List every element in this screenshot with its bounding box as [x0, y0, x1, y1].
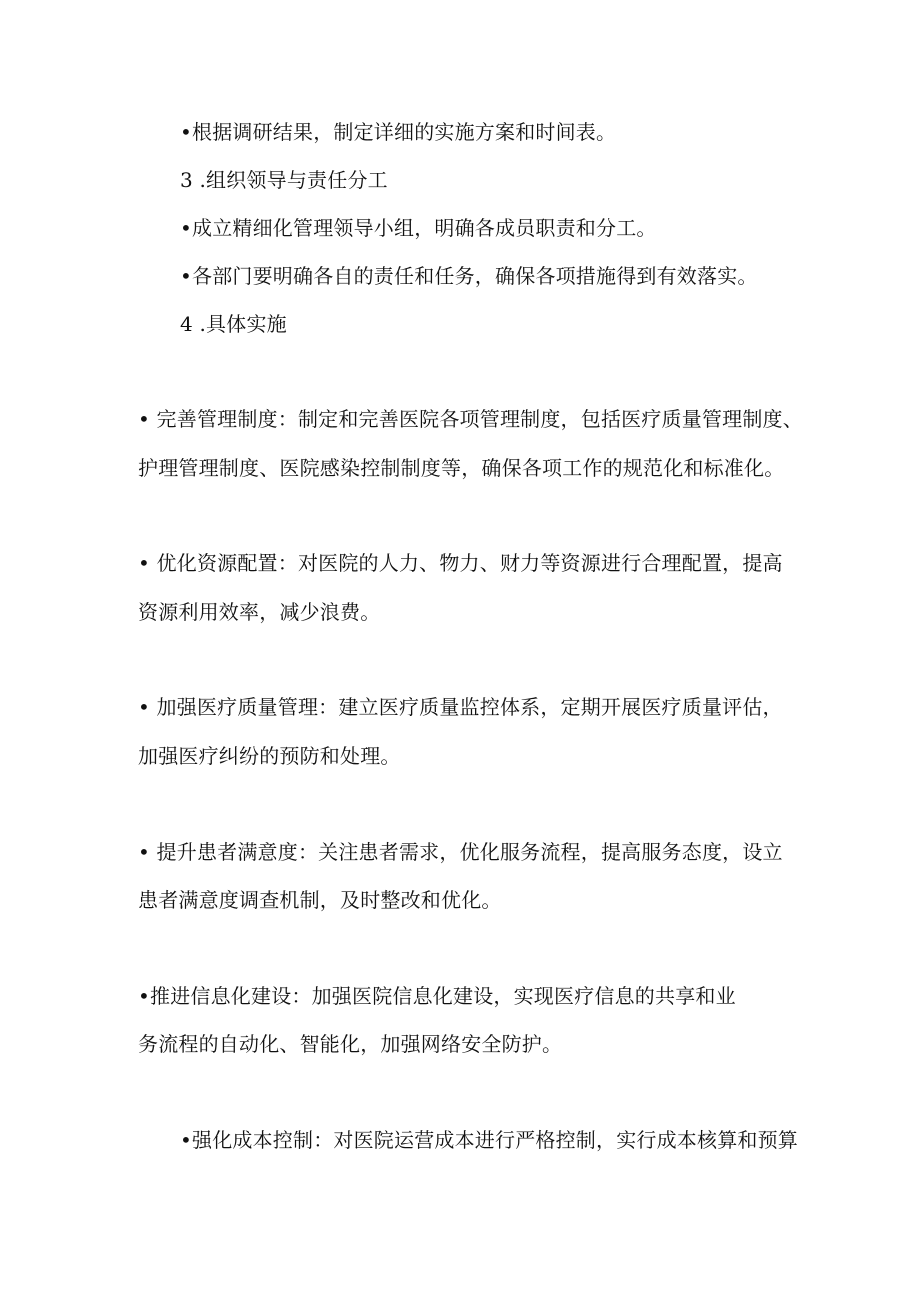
bullet-line: •各部门要明确各自的责任和任务，确保各项措施得到有效落实。 — [180, 264, 758, 288]
paragraph-line: 加强医疗纠纷的预防和处理。 — [138, 744, 401, 768]
paragraph-line: • 加强医疗质量管理：建立医疗质量监控体系，定期开展医疗质量评估， — [138, 695, 783, 719]
paragraph-line: •推进信息化建设：加强医院信息化建设，实现医疗信息的共享和业 — [138, 984, 736, 1008]
section-heading: 3 .组织领导与责任分工 — [180, 168, 388, 192]
paragraph-line: •强化成本控制：对医院运营成本进行严格控制，实行成本核算和预算 — [180, 1128, 798, 1152]
paragraph-line: 护理管理制度、医院感染控制制度等，确保各项工作的规范化和标准化。 — [138, 456, 785, 480]
paragraph-line: 患者满意度调查机制，及时整改和优化。 — [138, 888, 502, 912]
paragraph-line: 务流程的自动化、智能化，加强网络安全防护。 — [138, 1032, 563, 1056]
paragraph-line: • 完善管理制度：制定和完善医院各项管理制度，包括医疗质量管理制度、 — [138, 407, 803, 431]
paragraph-line: 资源利用效率，减少浪费。 — [138, 600, 381, 624]
bullet-line: •根据调研结果，制定详细的实施方案和时间表。 — [180, 120, 617, 144]
section-heading: 4 .具体实施 — [180, 312, 287, 336]
bullet-line: •成立精细化管理领导小组，明确各成员职责和分工。 — [180, 216, 657, 240]
paragraph-line: • 提升患者满意度：关注患者需求，优化服务流程，提高服务态度，设立 — [138, 840, 783, 864]
paragraph-line: • 优化资源配置：对医院的人力、物力、财力等资源进行合理配置，提高 — [138, 551, 783, 575]
